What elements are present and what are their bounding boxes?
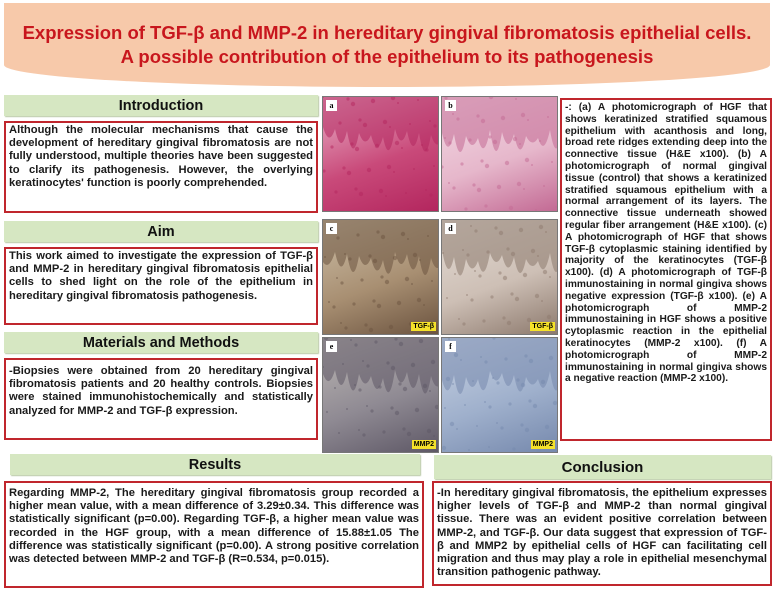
- panel-label: c: [326, 223, 337, 234]
- panel-label: b: [445, 100, 456, 111]
- stain-label: TGF-β: [532, 323, 553, 330]
- tissue-texture: [323, 220, 438, 334]
- results-heading: Results: [10, 454, 420, 475]
- panel-label: d: [445, 223, 456, 234]
- tissue-texture: [323, 97, 438, 211]
- photomicrograph-e: [322, 337, 439, 453]
- tissue-texture: [442, 220, 557, 334]
- poster-title: Expression of TGF-β and MMP-2 in hereditary gingival fibromatosis epithelial cells. A possible contribution of the epithelium to its pathogenesis: [22, 22, 752, 67]
- photomicrograph-f: [441, 337, 558, 453]
- stain-label: TGF-β: [413, 323, 434, 330]
- panel-label: f: [445, 341, 456, 352]
- tissue-texture: [442, 97, 557, 211]
- tissue-texture: [323, 338, 438, 452]
- conclusion-box: -In hereditary gingival fibromatosis, the epithelium expresses higher levels of TGF-β and MMP-2 than normal gingival tissue. There was an evident positive correlation between MMP-2, and TGF-β. Our data suggest that expression of TGF-β and MMP2 by epithelial cells of HGF can facilitating cell migration and thus may play a role in epithelial mesenchymal transition pathogenic pathway.: [432, 481, 772, 586]
- conclusion-heading: Conclusion: [434, 455, 771, 479]
- methods-heading: Materials and Methods: [4, 332, 318, 353]
- methods-box: -Biopsies were obtained from 20 hereditary gingival fibromatosis patients and 20 healthy controls. Biopsies were stained immunohistochemically and statistically analyzed for MMP-2 and TGF-β expression.: [4, 358, 318, 440]
- stain-label: MMP2: [532, 441, 553, 448]
- figure-caption: -: (a) A photomicrograph of HGF that shows keratinized stratified squamous epithelium with acanthosis and long, broad rete ridges extending deep into the connective tissue (H&E x100). (b) A photomicrograph of normal gingival tissue (control) that shows a keratinized stratified squamous epithelium with a normal arrangement of its layers. The connective tissue underneath showed regular fiber arrangement (H&E x100). (c) A photomicrograph of HGF that shows TGF-β cytoplasmic staining identified by majority of the keratinocytes (TGF-β x100). (d) A photomicrograph of TGF-β immunostaining in normal gingiva shows negative expression (TGF-β x100). (e) A photomicrograph of MMP-2 immunostaining in HGF shows a positive cytoplasmic reaction in the epithelial keratinocytes (MMP-2 x100). (f) A photomicrograph of MMP-2 immunostaining in normal gingiva shows a negative reaction (MMP-2 x100).: [560, 98, 772, 441]
- stain-label: MMP2: [413, 441, 434, 448]
- aim-box: This work aimed to investigate the expression of TGF-β and MMP-2 in hereditary gingival fibromatosis epithelial cells to shed light on the role of the epithelium in hereditary gingival fibromatosis pathogenesis.: [4, 247, 318, 325]
- panel-label: a: [326, 100, 337, 111]
- introduction-box: Although the molecular mechanisms that cause the development of hereditary gingival fibromatosis are not fully understood, multiple theories have been suggested to clarify its pathogenesis. However, the overlying keratinocytes' function is poorly comprehended.: [4, 121, 318, 213]
- title-banner: [4, 3, 770, 87]
- photomicrograph-c: [322, 219, 439, 335]
- panel-label: e: [326, 341, 337, 352]
- photomicrograph-a: [322, 96, 439, 212]
- introduction-heading: Introduction: [4, 95, 318, 116]
- results-box: Regarding MMP-2, The hereditary gingival fibromatosis group recorded a higher mean value, with a mean difference of 3.29±0.34. This difference was statistically significant (p=0.00). Regarding TGF-β, a higher mean value was recorded in the HGF group, with a mean difference of 15.88±1.05 The difference was statistically significant (p=0.00). A strong positive correlation was detected between MMP-2 and TGF-β (R=0.534, p=0.015).: [4, 481, 424, 588]
- aim-heading: Aim: [4, 221, 318, 242]
- photomicrograph-b: [441, 96, 558, 212]
- tissue-texture: [442, 338, 557, 452]
- photomicrograph-d: [441, 219, 558, 335]
